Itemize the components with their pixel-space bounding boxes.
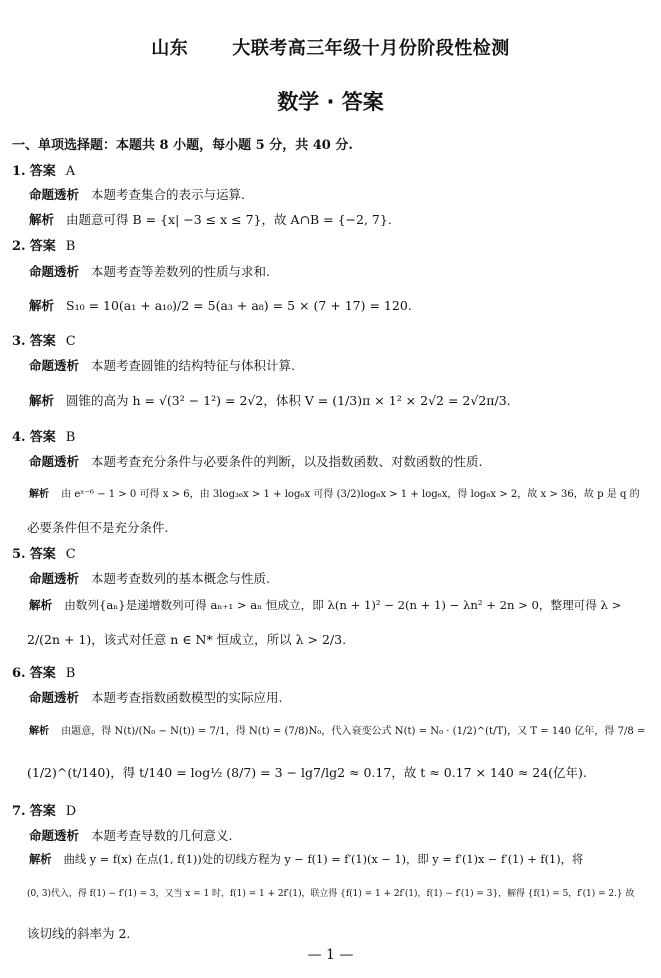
question-6-answer xyxy=(12,662,75,681)
question-2-answer xyxy=(12,235,75,254)
question-1-insight xyxy=(29,185,245,203)
question-number: 6. xyxy=(12,666,26,681)
question-number: 5. xyxy=(12,547,26,562)
insight-label: 命题透析 xyxy=(29,690,80,705)
insight-text: 本题考查等差数列的性质与求和. xyxy=(91,264,270,279)
section-heading: 一、单项选择题：本题共 8 小题，每小题 5 分，共 40 分. xyxy=(12,138,353,153)
answer-label: 答案 xyxy=(29,164,56,179)
question-3-insight xyxy=(29,356,295,374)
analysis-label: 解析 xyxy=(29,726,50,737)
question-1-answer xyxy=(12,160,75,179)
insight-text: 本题考查充分条件与必要条件的判断，以及指数函数、对数函数的性质. xyxy=(91,454,483,469)
analysis-text: 由数列{aₙ}是递增数列可得 aₙ₊₁ > aₙ 恒成立，即 λ(n + 1)² − 2(n + 1) − λn² + 2n > 0，整理可得 λ > xyxy=(64,598,622,612)
analysis-label: 解析 xyxy=(29,212,55,227)
analysis-text: 圆锥的高为 h = √(3² − 1²) = 2√2，体积 V = (1/3)π × 1² × 2√2 = 2√2π/3. xyxy=(66,393,511,408)
analysis-label: 解析 xyxy=(29,393,55,408)
question-5-analysis xyxy=(29,597,621,613)
insight-label: 命题透析 xyxy=(29,187,80,202)
question-7-insight xyxy=(29,826,233,844)
analysis-text: S₁₀ = 10(a₁ + a₁₀)/2 = 5(a₃ + a₈) = 5 × (7 + 17) = 120. xyxy=(66,298,412,313)
analysis-label: 解析 xyxy=(29,298,55,313)
analysis-label: 解析 xyxy=(29,853,52,866)
question-number: 3. xyxy=(12,334,26,349)
analysis-text: 曲线 y = f(x) 在点(1, f(1))处的切线方程为 y − f(1) = f′(1)(x − 1)，即 y = f′(1)x − f′(1) + f(1)，将 xyxy=(63,853,584,866)
analysis-label: 解析 xyxy=(29,598,53,612)
question-4-analysis xyxy=(29,485,640,500)
answer-choice: B xyxy=(65,666,76,681)
question-6-analysis-cont: (1/2)^(t/140)，得 t/140 = log½ (8/7) = 3 − lg7/lg2 ≈ 0.17，故 t ≈ 0.17 × 140 ≈ 24(亿年). xyxy=(27,765,587,780)
answer-choice: B xyxy=(65,239,76,254)
question-7-analysis-end: 该切线的斜率为 2. xyxy=(27,926,131,941)
answer-choice: A xyxy=(65,164,76,179)
question-4-analysis-cont: 必要条件但不是充分条件. xyxy=(27,520,169,535)
answer-label: 答案 xyxy=(29,666,56,681)
page-number: — 1 — xyxy=(307,947,354,963)
question-7-analysis xyxy=(29,851,583,867)
insight-text: 本题考查圆锥的结构特征与体积计算. xyxy=(91,358,295,373)
answer-choice: B xyxy=(65,430,76,445)
insight-text: 本题考查数列的基本概念与性质. xyxy=(91,571,270,586)
insight-label: 命题透析 xyxy=(29,828,80,843)
title-exam-name: 大联考高三年级十月份阶段性检测 xyxy=(232,38,510,59)
insight-text: 本题考查集合的表示与运算. xyxy=(91,187,245,202)
question-number: 4. xyxy=(12,430,26,445)
insight-label: 命题透析 xyxy=(29,264,80,279)
page-title xyxy=(0,34,661,60)
question-2-analysis xyxy=(29,296,412,314)
question-7-answer xyxy=(12,800,76,819)
question-4-insight xyxy=(29,452,483,470)
question-7-analysis-cont: (0, 3)代入，得 f(1) − f′(1) = 3，又当 x = 1 时，f(1) = 1 + 2f′(1)，联立得 {f(1) = 1 + 2f′(1)，f(1) − f′(1) = 3}，解得 {f(1) = 5，f′(1) = 2.} 故 xyxy=(27,889,635,899)
page-subtitle: 数学 · 答案 xyxy=(277,90,384,114)
answer-label: 答案 xyxy=(29,804,56,819)
analysis-text: 由题意，得 N(t)/(N₀ − N(t)) = 7/1，得 N(t) = (7/8)N₀，代入衰变公式 N(t) = N₀ · (1/2)^(t/T)，又 T = 140 亿年，得 7/8 = xyxy=(61,726,646,737)
title-region: 山东 xyxy=(151,38,189,59)
question-3-analysis xyxy=(29,391,511,409)
question-number: 2. xyxy=(12,239,26,254)
insight-text: 本题考查导数的几何意义. xyxy=(91,828,233,843)
question-3-answer xyxy=(12,330,76,349)
answer-label: 答案 xyxy=(29,239,56,254)
question-6-analysis xyxy=(29,722,645,737)
insight-label: 命题透析 xyxy=(29,571,80,586)
question-5-analysis-cont: 2/(2n + 1)，该式对任意 n ∈ N* 恒成立，所以 λ > 2/3. xyxy=(27,632,347,647)
question-2-insight xyxy=(29,262,270,280)
question-6-insight xyxy=(29,688,283,706)
analysis-text: 由题意可得 B = {x| −3 ≤ x ≤ 7}，故 A∩B = {−2, 7}. xyxy=(66,212,392,227)
question-5-insight xyxy=(29,569,270,587)
question-5-answer xyxy=(12,543,76,562)
answer-label: 答案 xyxy=(29,430,56,445)
analysis-label: 解析 xyxy=(29,489,50,500)
analysis-text: 由 eˣ⁻⁶ − 1 > 0 可得 x > 6，由 3log₃₆x > 1 + log₆x 可得 (3/2)log₆x > 1 + log₆x，得 log₆x > 2，故 x > 36，故 p 是 q 的 xyxy=(61,489,640,500)
question-number: 1. xyxy=(12,164,26,179)
answer-label: 答案 xyxy=(29,334,56,349)
insight-label: 命题透析 xyxy=(29,358,80,373)
answer-choice: D xyxy=(65,804,77,819)
question-number: 7. xyxy=(12,804,26,819)
answer-choice: C xyxy=(65,334,76,349)
question-1-analysis xyxy=(29,210,392,228)
insight-text: 本题考查指数函数模型的实际应用. xyxy=(91,690,283,705)
question-4-answer xyxy=(12,426,75,445)
insight-label: 命题透析 xyxy=(29,454,80,469)
answer-choice: C xyxy=(65,547,76,562)
answer-label: 答案 xyxy=(29,547,56,562)
